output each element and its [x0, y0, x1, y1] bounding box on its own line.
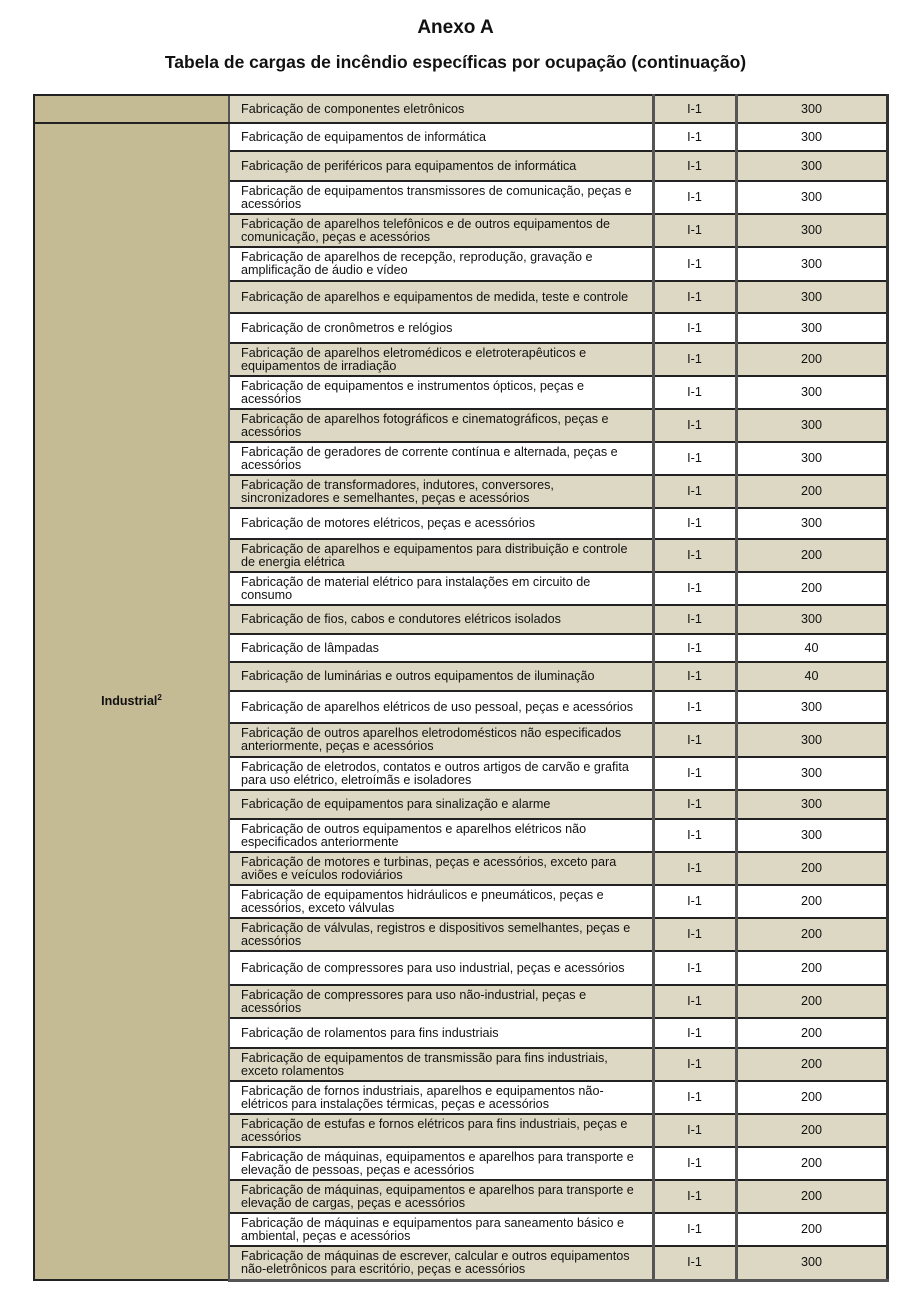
division-cell: I-1 — [653, 409, 736, 442]
description-cell: Fabricação de válvulas, registros e dispositivos semelhantes, peças e acessórios — [229, 918, 653, 951]
fire-load-cell: 200 — [736, 852, 887, 885]
description-cell: Fabricação de geradores de corrente contínua e alternada, peças e acessórios — [229, 442, 653, 475]
fire-load-cell: 300 — [736, 281, 887, 313]
division-cell: I-1 — [653, 819, 736, 852]
description-cell: Fabricação de aparelhos fotográficos e cinematográficos, peças e acessórios — [229, 409, 653, 442]
description-cell: Fabricação de equipamentos transmissores de comunicação, peças e acessórios — [229, 181, 653, 214]
division-cell: I-1 — [653, 1048, 736, 1081]
fire-load-cell: 200 — [736, 572, 887, 605]
fire-load-cell: 200 — [736, 343, 887, 376]
description-cell: Fabricação de fios, cabos e condutores elétricos isolados — [229, 605, 653, 634]
description-cell: Fabricação de compressores para uso não-industrial, peças e acessórios — [229, 985, 653, 1018]
division-cell: I-1 — [653, 151, 736, 181]
division-cell: I-1 — [653, 1081, 736, 1114]
description-cell: Fabricação de periféricos para equipamentos de informática — [229, 151, 653, 181]
description-cell: Fabricação de eletrodos, contatos e outros artigos de carvão e grafita para uso elétrico, eletroímãs e isoladores — [229, 757, 653, 790]
division-cell: I-1 — [653, 691, 736, 723]
description-cell: Fabricação de máquinas, equipamentos e aparelhos para transporte e elevação de cargas, peças e acessórios — [229, 1180, 653, 1213]
annex-title: Anexo A — [417, 17, 494, 38]
fire-load-cell: 200 — [736, 539, 887, 572]
division-cell: I-1 — [653, 539, 736, 572]
fire-load-cell: 200 — [736, 475, 887, 508]
fire-load-cell: 200 — [736, 1081, 887, 1114]
fire-load-cell: 300 — [736, 409, 887, 442]
description-cell: Fabricação de estufas e fornos elétricos para fins industriais, peças e acessórios — [229, 1114, 653, 1147]
table-caption: Tabela de cargas de incêndio específicas por ocupação (continuação) — [164, 52, 747, 72]
fire-load-cell: 200 — [736, 1048, 887, 1081]
fire-load-cell: 200 — [736, 985, 887, 1018]
fire-load-cell: 300 — [736, 723, 887, 757]
fire-load-cell: 300 — [736, 181, 887, 214]
fire-load-cell: 200 — [736, 1180, 887, 1213]
division-cell: I-1 — [653, 852, 736, 885]
description-cell: Fabricação de outros aparelhos eletrodomésticos não especificados anteriormente, peças e acessórios — [229, 723, 653, 757]
division-cell: I-1 — [653, 985, 736, 1018]
division-cell: I-1 — [653, 757, 736, 790]
description-cell: Fabricação de equipamentos e instrumentos ópticos, peças e acessórios — [229, 376, 653, 409]
fire-load-cell: 200 — [736, 1114, 887, 1147]
description-cell: Fabricação de luminárias e outros equipamentos de iluminação — [229, 662, 653, 691]
description-cell: Fabricação de máquinas, equipamentos e aparelhos para transporte e elevação de pessoas, peças e acessórios — [229, 1147, 653, 1180]
division-cell: I-1 — [653, 508, 736, 539]
fire-load-cell: 300 — [736, 819, 887, 852]
fire-load-cell: 40 — [736, 634, 887, 662]
description-cell: Fabricação de equipamentos hidráulicos e pneumáticos, peças e acessórios, exceto válvulas — [229, 885, 653, 918]
description-cell: Fabricação de rolamentos para fins industriais — [229, 1018, 653, 1048]
division-cell: I-1 — [653, 123, 736, 151]
description-cell: Fabricação de material elétrico para instalações em circuito de consumo — [229, 572, 653, 605]
fire-load-table — [33, 94, 889, 1282]
division-cell: I-1 — [653, 634, 736, 662]
division-cell: I-1 — [653, 442, 736, 475]
description-cell: Fabricação de aparelhos de recepção, reprodução, gravação e amplificação de áudio e vídeo — [229, 247, 653, 281]
description-cell: Fabricação de fornos industriais, aparelhos e equipamentos não-elétricos para instalações térmicas, peças e acessórios — [229, 1081, 653, 1114]
fire-load-cell: 300 — [736, 151, 887, 181]
division-cell: I-1 — [653, 723, 736, 757]
description-cell: Fabricação de motores e turbinas, peças e acessórios, exceto para aviões e veículos rodoviários — [229, 852, 653, 885]
fire-load-cell: 200 — [736, 1147, 887, 1180]
division-cell: I-1 — [653, 181, 736, 214]
division-cell: I-1 — [653, 1213, 736, 1246]
fire-load-cell: 200 — [736, 918, 887, 951]
description-cell: Fabricação de transformadores, indutores, conversores, sincronizadores e semelhantes, peças e acessórios — [229, 475, 653, 508]
description-cell: Fabricação de equipamentos para sinalização e alarme — [229, 790, 653, 819]
description-cell: Fabricação de aparelhos telefônicos e de outros equipamentos de comunicação, peças e acessórios — [229, 214, 653, 247]
description-cell: Fabricação de componentes eletrônicos — [229, 95, 653, 123]
division-cell: I-1 — [653, 951, 736, 985]
division-cell: I-1 — [653, 918, 736, 951]
occupation-cell-continued — [34, 95, 229, 123]
fire-load-cell: 200 — [736, 885, 887, 918]
division-cell: I-1 — [653, 214, 736, 247]
table-row — [34, 123, 887, 151]
fire-load-cell: 300 — [736, 691, 887, 723]
fire-load-cell: 200 — [736, 951, 887, 985]
division-cell: I-1 — [653, 790, 736, 819]
division-cell: I-1 — [653, 95, 736, 123]
fire-load-cell: 300 — [736, 313, 887, 343]
description-cell: Fabricação de aparelhos e equipamentos para distribuição e controle de energia elétrica — [229, 539, 653, 572]
description-cell: Fabricação de equipamentos de transmissão para fins industriais, exceto rolamentos — [229, 1048, 653, 1081]
description-cell: Fabricação de máquinas e equipamentos para saneamento básico e ambiental, peças e acessórios — [229, 1213, 653, 1246]
fire-load-cell: 300 — [736, 214, 887, 247]
description-cell: Fabricação de aparelhos elétricos de uso pessoal, peças e acessórios — [229, 691, 653, 723]
fire-load-cell: 200 — [736, 1018, 887, 1048]
description-cell: Fabricação de aparelhos eletromédicos e eletroterapêuticos e equipamentos de irradiação — [229, 343, 653, 376]
fire-load-cell: 300 — [736, 508, 887, 539]
division-cell: I-1 — [653, 343, 736, 376]
description-cell: Fabricação de cronômetros e relógios — [229, 313, 653, 343]
division-cell: I-1 — [653, 247, 736, 281]
division-cell: I-1 — [653, 281, 736, 313]
fire-load-cell: 300 — [736, 376, 887, 409]
occupation-group-cell — [34, 123, 229, 1280]
description-cell: Fabricação de outros equipamentos e aparelhos elétricos não especificados anteriormente — [229, 819, 653, 852]
division-cell: I-1 — [653, 1180, 736, 1213]
fire-load-cell: 200 — [736, 1213, 887, 1246]
description-cell: Fabricação de compressores para uso industrial, peças e acessórios — [229, 951, 653, 985]
division-cell: I-1 — [653, 885, 736, 918]
footnote-marker: 2 — [157, 693, 162, 702]
description-cell: Fabricação de aparelhos e equipamentos de medida, teste e controle — [229, 281, 653, 313]
fire-load-cell: 300 — [736, 95, 887, 123]
description-cell: Fabricação de motores elétricos, peças e acessórios — [229, 508, 653, 539]
division-cell: I-1 — [653, 1114, 736, 1147]
division-cell: I-1 — [653, 662, 736, 691]
fire-load-cell: 300 — [736, 123, 887, 151]
occupation-group-label: Industrial — [101, 694, 158, 708]
division-cell: I-1 — [653, 572, 736, 605]
description-cell: Fabricação de lâmpadas — [229, 634, 653, 662]
fire-load-cell: 40 — [736, 662, 887, 691]
division-cell: I-1 — [653, 475, 736, 508]
fire-load-cell: 300 — [736, 790, 887, 819]
fire-load-cell: 300 — [736, 757, 887, 790]
description-cell: Fabricação de máquinas de escrever, calcular e outros equipamentos não-eletrônicos para escritório, peças e acessórios — [229, 1246, 653, 1280]
division-cell: I-1 — [653, 1246, 736, 1280]
division-cell: I-1 — [653, 605, 736, 634]
division-cell: I-1 — [653, 1018, 736, 1048]
division-cell: I-1 — [653, 376, 736, 409]
fire-load-cell: 300 — [736, 442, 887, 475]
table-row — [34, 95, 887, 123]
fire-load-cell: 300 — [736, 247, 887, 281]
fire-load-cell: 300 — [736, 1246, 887, 1280]
division-cell: I-1 — [653, 313, 736, 343]
fire-load-cell: 300 — [736, 605, 887, 634]
description-cell: Fabricação de equipamentos de informática — [229, 123, 653, 151]
division-cell: I-1 — [653, 1147, 736, 1180]
